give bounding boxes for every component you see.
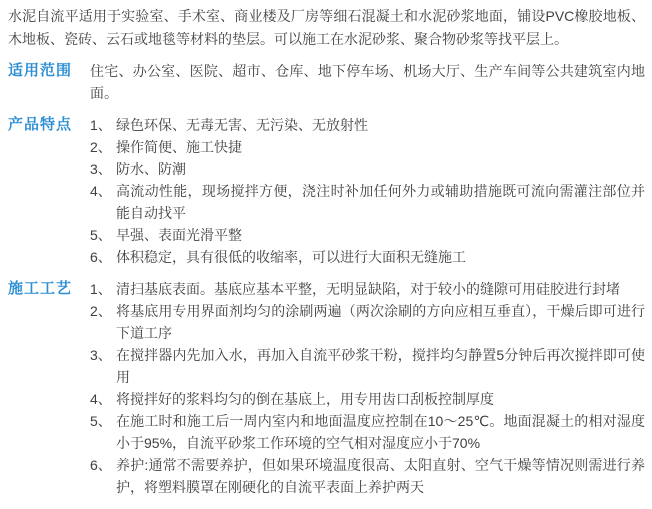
construction-process-list [90, 278, 645, 498]
section-label-applicable-scope: 适用范围 [8, 62, 73, 79]
item-text: 体积稳定，具有很低的收缩率，可以进行大面积无缝施工 [116, 249, 466, 265]
item-text: 防水、防潮 [116, 161, 186, 177]
product-features-list [90, 114, 645, 268]
list-item [90, 410, 645, 454]
section-label-product-features: 产品特点 [8, 116, 73, 133]
list-item [90, 454, 645, 498]
item-text: 高流动性能，现场搅拌方便，浇注时补加任何外力或辅助措施既可流向需灌注部位并能自动找平 [116, 183, 645, 221]
list-item [90, 224, 645, 246]
item-number: 2、 [90, 303, 112, 319]
item-text: 将搅拌好的浆料均匀的倒在基底上，用专用齿口刮板控制厚度 [116, 391, 494, 407]
list-item [90, 246, 645, 268]
applicable-scope-text: 住宅、办公室、医院、超市、仓库、地下停车场、机场大厅、生产车间等公共建筑室内地面。 [90, 63, 645, 101]
list-item [90, 136, 645, 158]
section-label-construction-process: 施工工艺 [8, 280, 73, 297]
applicable-scope-content [90, 60, 645, 104]
section-applicable-scope [8, 60, 645, 104]
item-number: 5、 [90, 413, 112, 429]
section-product-features [8, 114, 645, 268]
item-number: 1、 [90, 117, 112, 133]
list-item [90, 344, 645, 388]
item-number: 6、 [90, 457, 112, 473]
item-number: 5、 [90, 227, 112, 243]
list-item [90, 158, 645, 180]
item-text: 操作简便、施工快捷 [116, 139, 242, 155]
item-number: 1、 [90, 281, 112, 297]
item-text: 在施工时和施工后一周内室内和地面温度应控制在10～25℃。地面混凝土的相对湿度小于95%，自流平砂浆工作环境的空气相对湿度应小于70% [116, 413, 645, 451]
item-number: 4、 [90, 183, 112, 199]
item-number: 3、 [90, 161, 112, 177]
item-text: 养护:通常不需要养护，但如果环境温度很高、太阳直射、空气干燥等情况则需进行养护，将塑料膜罩在刚硬化的自流平表面上养护两天 [116, 457, 645, 495]
section-construction-process [8, 278, 645, 498]
list-item [90, 388, 645, 410]
item-text: 清扫基底表面。基底应基本平整，无明显缺陷，对于较小的缝隙可用硅胶进行封堵 [116, 281, 620, 297]
item-number: 6、 [90, 249, 112, 265]
list-item [90, 278, 645, 300]
list-item [90, 180, 645, 224]
item-number: 2、 [90, 139, 112, 155]
list-item [90, 114, 645, 136]
intro-paragraph: 水泥自流平适用于实验室、手术室、商业楼及厂房等细石混凝土和水泥砂浆地面，铺设PVC橡胶地板、木地板、瓷砖、云石或地毯等材料的垫层。可以施工在水泥砂浆、聚合物砂浆等找平层上。 [8, 8, 645, 47]
item-number: 3、 [90, 347, 112, 363]
item-text: 绿色环保、无毒无害、无污染、无放射性 [116, 117, 368, 133]
item-text: 早强、表面光滑平整 [116, 227, 242, 243]
item-text: 在搅拌器内先加入水，再加入自流平砂浆干粉，搅拌均匀静置5分钟后再次搅拌即可使用 [116, 347, 645, 385]
item-number: 4、 [90, 391, 112, 407]
list-item [90, 300, 645, 344]
item-text: 将基底用专用界面剂均匀的涂刷两遍（两次涂刷的方向应相互垂直），干燥后即可进行下道工序 [116, 303, 645, 341]
